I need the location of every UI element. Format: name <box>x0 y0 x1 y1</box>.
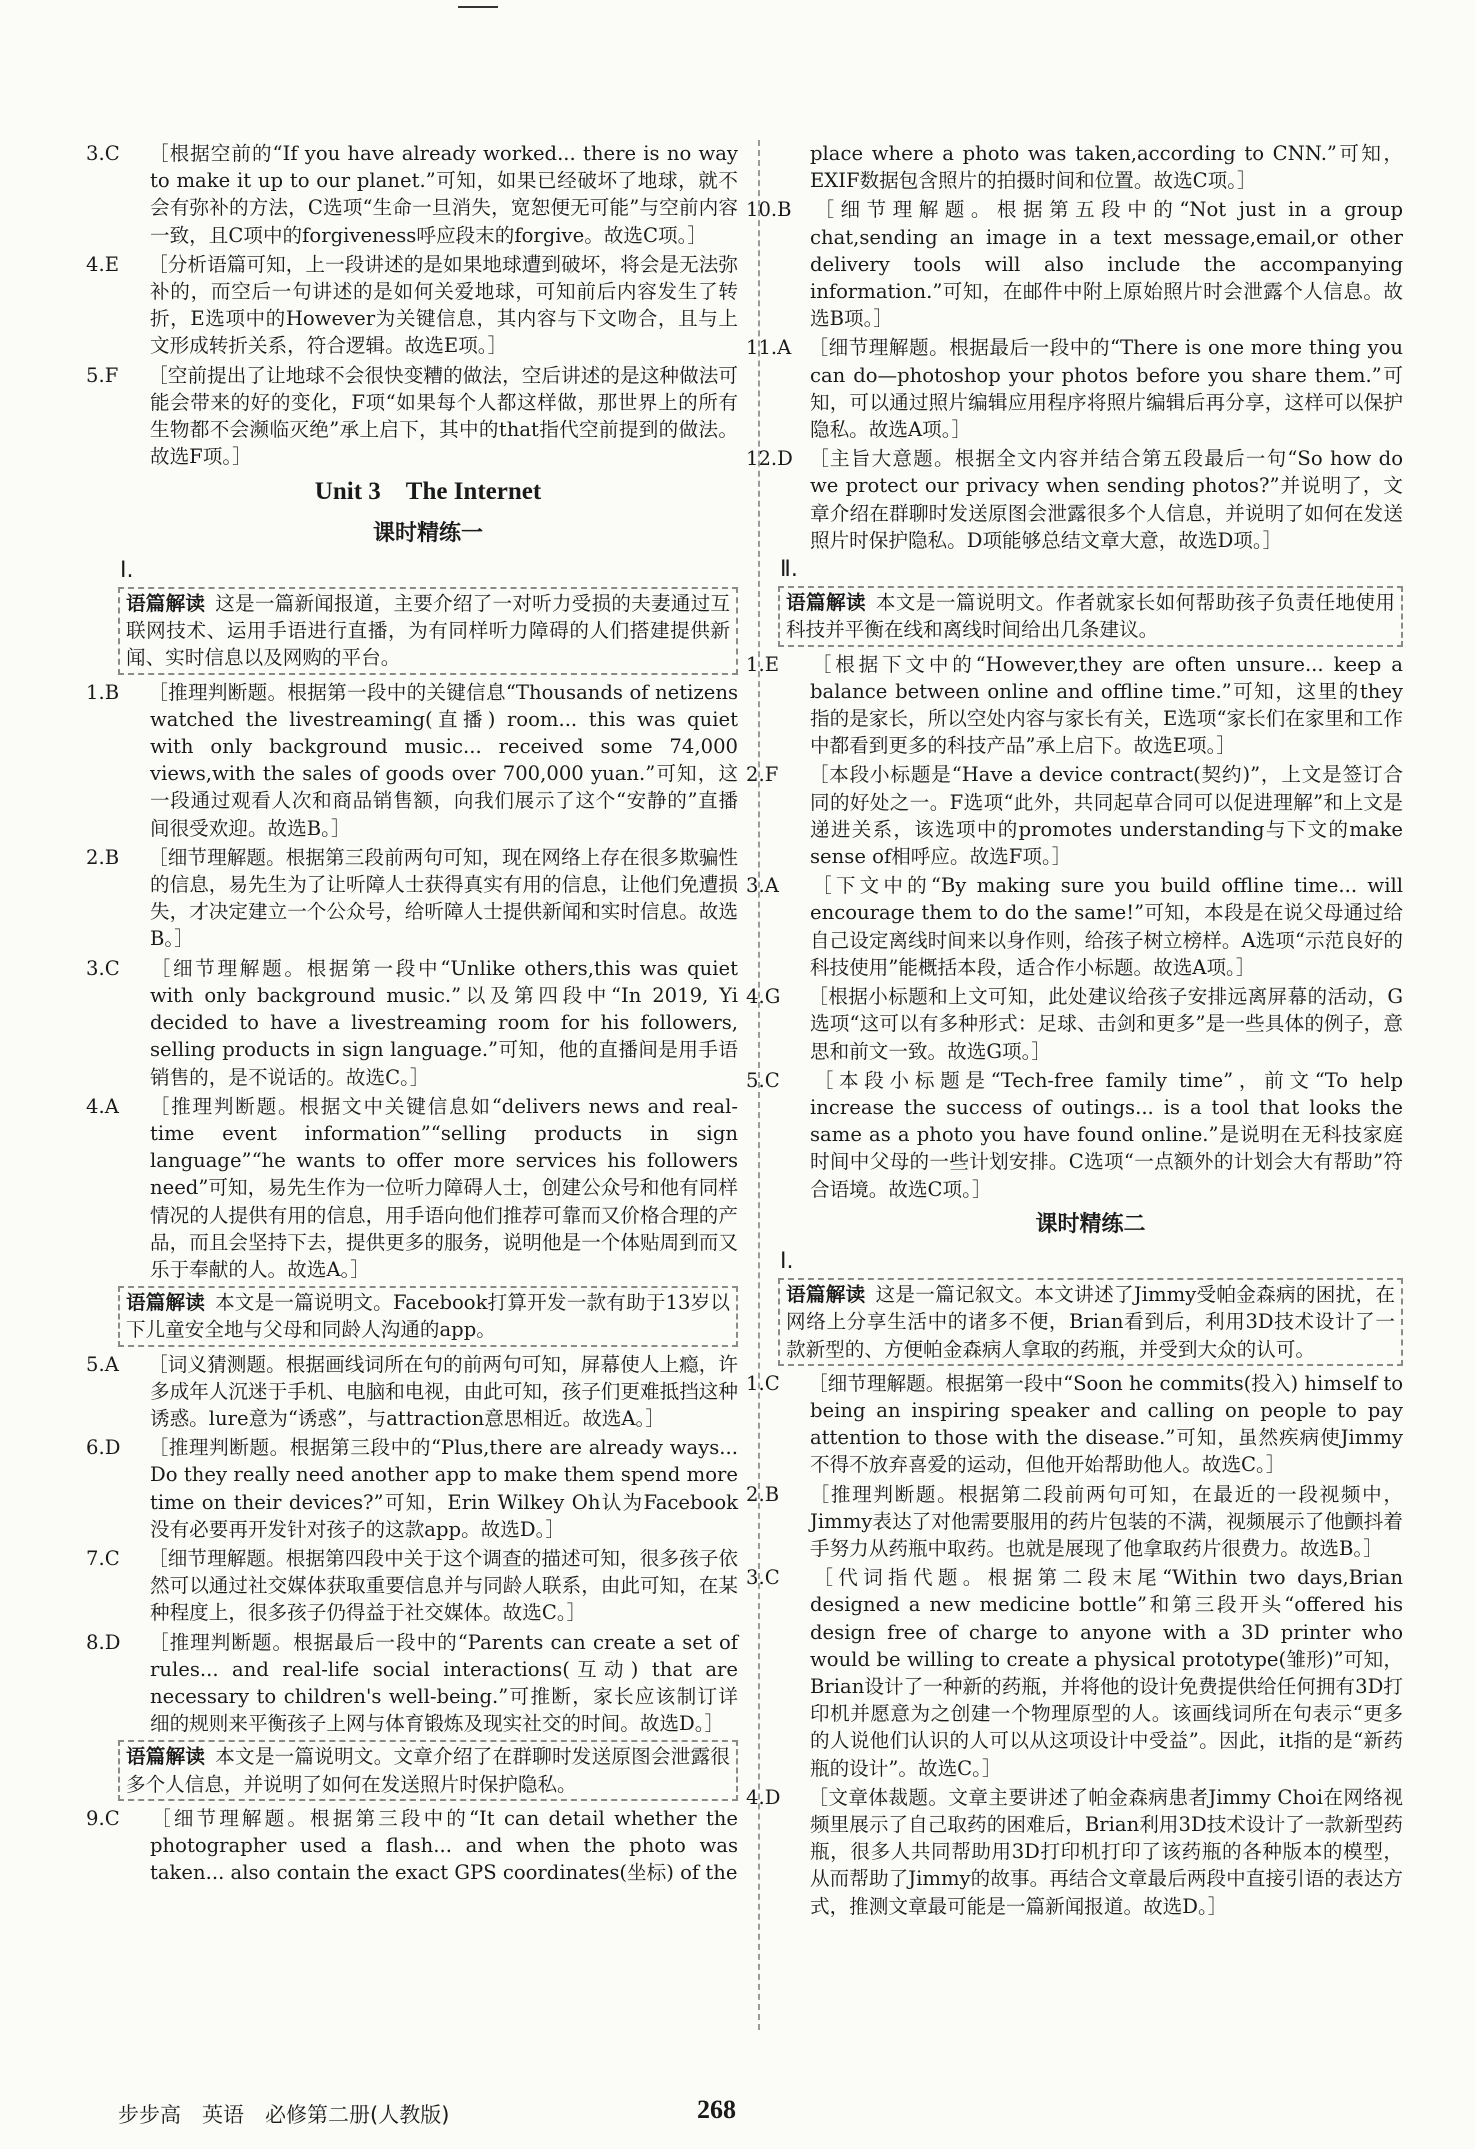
continued-answer: place where a photo was taken,according to CNN.”可知，EXIF数据包含照片的拍摄时间和位置。故选C项。］ <box>810 142 1403 193</box>
reading-note-box <box>778 586 1403 646</box>
answer-item <box>86 1805 738 1887</box>
right-column <box>746 140 1403 1922</box>
answer-item <box>86 140 738 249</box>
left-items-top <box>86 140 738 470</box>
answer-explanation: ［推理判断题。根据第二段前两句可知，在最近的一段视频中，Jimmy表达了对他需要服用的药片包装的不满，视频展示了他颤抖着手努力从药瓶中取药。也就是展现了他拿取药片很费力。故选B。］ <box>808 1482 1403 1560</box>
answer-item <box>746 1067 1403 1203</box>
answer-item <box>746 1784 1403 1920</box>
box-label: 语篇解读 <box>126 1745 206 1769</box>
answer-number: 5.A <box>86 1352 119 1376</box>
answer-item <box>86 1545 738 1627</box>
answer-explanation: ［根据下文中的“However,they are often unsure... keep a balance between online and offline time.”可知，这里的they指的是家长，所以空处内容与家长有关，E选项“家长们在家里和工作中都看到更多的科技产品”承上启下。故选E项。］ <box>808 652 1403 758</box>
answer-number: 4.D <box>746 1785 781 1809</box>
box-text: 本文是一篇说明文。文章介绍了在群聊时发送原图会泄露很多个人信息，并说明了如何在发送照片时保护隐私。 <box>126 1745 731 1796</box>
reading-note-box <box>118 1286 738 1346</box>
answer-item <box>86 955 738 1091</box>
answer-number: 9.C <box>86 1806 120 1830</box>
top-mark <box>458 6 498 8</box>
answer-item <box>746 872 1403 981</box>
answer-item <box>746 761 1403 870</box>
answer-item <box>86 1629 738 1738</box>
answer-explanation: ［推理判断题。根据文中关键信息如“delivers news and real-time event information”“selling products in sign language”“he wants to offer more services his followers need”可知，易先生作为一位听力障碍人士，创建公众号和他有同样情况的人提供有用的信息，用手语向他们推荐可靠而又价格合理的产品，而且会坚持下去，提供更多的服务，说明他是一个体贴周到而又乐于奉献的人。故选A。］ <box>148 1094 738 1281</box>
reading-note-box <box>778 1278 1403 1366</box>
right-items-mid <box>746 651 1403 1203</box>
answer-explanation: ［根据空前的“If you have already worked... there is no way to make it up to our planet.”可知，如果已经破坏了地球，就不会有弥补的方法，C选项“生命一旦消失，宽恕便无可能”与空前内容一致，且C项中的forgiveness呼应段末的forgive。故选C项。］ <box>148 142 738 247</box>
answer-number: 4.A <box>86 1094 119 1118</box>
answer-explanation: ［下文中的“By making sure you build offline time... will encourage them to do the same!”可知，本段是在说父母通过给自己设定离线时间来以身作则，给孩子树立榜样。A选项“示范良好的科技使用”能概括本段，适合作小标题。故选A项。］ <box>808 874 1403 979</box>
answer-number: 8.D <box>86 1630 121 1654</box>
part-marker: Ⅱ. <box>780 557 798 583</box>
box-text: 本文是一篇说明文。作者就家长如何帮助孩子负责任地使用科技并平衡在线和离线时间给出几条建议。 <box>786 591 1396 642</box>
answer-number: 3.C <box>86 142 120 165</box>
answer-item <box>746 1564 1403 1782</box>
left-items-mid <box>86 679 738 1283</box>
answer-number: 1.B <box>86 680 120 704</box>
answer-number: 3.C <box>86 956 120 980</box>
box-label: 语篇解读 <box>786 591 866 615</box>
answer-explanation: ［细节理解题。根据第一段中“Unlike others,this was quiet with only background music.”以及第四段中“In 2019, Yi decided to have a livestreaming room for his followers, selling products in sign language.”可知，他的直播间是用手语销售的，是不说话的。故选C。］ <box>148 956 738 1089</box>
part-marker: Ⅰ. <box>780 1248 794 1274</box>
box-label: 语篇解读 <box>126 1291 206 1315</box>
answer-item <box>86 362 738 471</box>
answer-explanation: ［细节理解题。根据第五段中的“Not just in a group chat,sending an image in a text message,email,or other delivery tools will also include the accompanying information.”可知，在邮件中附上原始照片时会泄露个人信息。故选B项。］ <box>808 198 1403 331</box>
answer-number: 2.B <box>86 845 120 869</box>
reading-note-box <box>118 1740 738 1800</box>
left-items-bottom <box>86 1805 738 1887</box>
answer-explanation: ［细节理解题。根据第三段前两句可知，现在网络上存在很多欺骗性的信息，易先生为了让听障人士获得真实有用的信息，让他们免遭损失，才决定建立一个公众号，给听障人士提供新闻和实时信息。故选B。］ <box>148 845 738 951</box>
answer-explanation: ［本段小标题是“Tech-free family time”，前文“To help increase the success of outings... is a tool that looks the same as a photo you have found online.”是说明在无科技家庭时间中父母的一些计划安排。C选项“一点额外的计划会大有帮助”符合语境。故选C项。］ <box>808 1068 1403 1201</box>
left-items-mid2 <box>86 1351 738 1738</box>
left-column <box>86 140 738 1888</box>
answer-number: 6.D <box>86 1436 121 1460</box>
answer-explanation: ［细节理解题。根据最后一段中的“There is one more thing you can do—photoshop your photos before you share them.”可知，可以通过照片编辑应用程序将照片编辑后再分享，这样可以保护隐私。故选A项。］ <box>808 336 1403 442</box>
box-label: 语篇解读 <box>786 1283 866 1307</box>
answer-number: 12.D <box>746 447 793 471</box>
answer-number: 2.B <box>746 1482 780 1506</box>
answer-explanation: ［主旨大意题。根据全文内容并结合第五段最后一句“So how do we protect our privacy when sending photos?”并说明了，文章介绍在群聊时发送原图会泄露很多个人信息，并说明了如何在发送照片时保护隐私。D项能够总结文章大意，故选D项。］ <box>808 447 1403 552</box>
answer-number: 10.B <box>746 198 792 222</box>
answer-explanation: ［推理判断题。根据第三段中的“Plus,there are already ways... Do they really need another app to make them spend more time on their devices?”可知，Erin Wilkey Oh认为Facebook没有必要再开发针对孩子的这款app。故选D。］ <box>148 1436 738 1541</box>
answer-item <box>86 844 738 953</box>
answer-number: 7.C <box>86 1546 120 1570</box>
reading-note-box <box>118 587 738 675</box>
answer-number: 1.E <box>746 652 779 676</box>
answer-item <box>746 196 1403 332</box>
answer-number: 1.C <box>746 1371 780 1395</box>
answer-item <box>86 1351 738 1433</box>
answer-number: 5.C <box>746 1068 780 1092</box>
answer-item <box>746 983 1403 1065</box>
page-number: 268 <box>697 2095 736 2124</box>
section-title-2: 课时精练二 <box>1035 1211 1146 1237</box>
answer-item <box>746 334 1403 443</box>
answer-item <box>86 1093 738 1283</box>
answer-number: 3.A <box>746 874 779 898</box>
answer-item <box>746 1481 1403 1563</box>
answer-explanation: ［细节理解题。根据第四段中关于这个调查的描述可知，很多孩子依然可以通过社交媒体获取重要信息并与同龄人联系，由此可知，在某种程度上，很多孩子仍得益于社交媒体。故选C。］ <box>148 1546 738 1625</box>
answer-explanation: ［细节理解题。根据第三段中的“It can detail whether the photographer used a flash... and when the photo was taken... also contain the exact GPS coordinates(坐标) of the <box>148 1806 738 1885</box>
answer-number: 4.E <box>86 252 119 276</box>
section-title-1: 课时精练一 <box>372 520 483 546</box>
answer-explanation: ［词义猜测题。根据画线词所在句的前两句可知，屏幕使人上瘾，许多成年人沉迷于手机、电脑和电视，由此可知，孩子们更难抵挡这种诱惑。lure意为“诱惑”，与attraction意思相近。故选A。］ <box>148 1352 738 1430</box>
answer-explanation: ［细节理解题。根据第一段中“Soon he commits(投入) himself to being an inspiring speaker and calling on people to pay attention to those with the disease.”可知，虽然疾病使Jimmy不得不放弃喜爱的运动，但他开始帮助他人。故选C。］ <box>808 1371 1403 1477</box>
box-text: 这是一篇新闻报道，主要介绍了一对听力受损的夫妻通过互联网技术、运用手语进行直播，为有同样听力障碍的人们搭建提供新闻、实时信息以及网购的平台。 <box>126 592 731 670</box>
answer-explanation: ［根据小标题和上文可知，此处建议给孩子安排远离屏幕的活动，G选项“这可以有多种形式：足球、击剑和更多”是一些具体的例子，意思和前文一致。故选G项。］ <box>808 985 1403 1063</box>
answer-number: 3.C <box>746 1566 780 1590</box>
answer-explanation: ［文章体裁题。文章主要讲述了帕金森病患者Jimmy Choi在网络视频里展示了自己取药的困难后，Brian利用3D技术设计了一款新型药瓶，很多人共同帮助用3D打印机打印了该药瓶的各种版本的模型，从而帮助了Jimmy的故事。再结合文章最后两段中直接引语的表达方式，推测文章最可能是一篇新闻报道。故选D。］ <box>808 1785 1403 1918</box>
answer-number: 11.A <box>746 336 792 360</box>
box-text: 本文是一篇说明文。Facebook打算开发一款有助于13岁以下儿童安全地与父母和同龄人沟通的app。 <box>126 1291 730 1342</box>
unit-title: Unit 3 The Internet <box>314 478 542 506</box>
box-label: 语篇解读 <box>126 592 206 616</box>
page-footer: 步步高 英语 必修第二册(人教版) <box>118 2103 450 2127</box>
answer-item <box>746 445 1403 554</box>
answer-item <box>86 679 738 842</box>
answer-explanation: ［空前提出了让地球不会很快变糟的做法，空后讲述的是这种做法可能会带来的好的变化，F项“如果每个人都这样做，那世界上的所有生物都不会濒临灭绝”承上启下，其中的that指代空前提到的做法。故选F项。］ <box>148 363 738 469</box>
answer-item <box>746 651 1403 760</box>
answer-number: 2.F <box>746 763 779 787</box>
answer-number: 4.G <box>746 985 781 1009</box>
answer-item <box>86 1434 738 1543</box>
box-text: 这是一篇记叙文。本文讲述了Jimmy受帕金森病的困扰，在网络上分享生活中的诸多不便，Brian看到后，利用3D技术设计了一款新型的、方便帕金森病人拿取的药瓶，并受到大众的认可。 <box>786 1283 1396 1361</box>
part-marker: Ⅰ. <box>120 557 134 583</box>
answer-item <box>746 1370 1403 1479</box>
answer-number: 5.F <box>86 363 119 387</box>
answer-item <box>86 251 738 360</box>
answer-explanation: ［分析语篇可知，上一段讲述的是如果地球遭到破坏，将会是无法弥补的，而空后一句讲述的是如何关爱地球，可知前后内容发生了转折，E选项中的However为关键信息，其内容与下文吻合，且与上文形成转折关系，符合逻辑。故选E项。］ <box>148 252 738 358</box>
right-items-bottom <box>746 1370 1403 1920</box>
answer-explanation: ［推理判断题。根据第一段中的关键信息“Thousands of netizens watched the livestreaming(直播) room... this was quiet with only background music... received some 74,000 views,with the sales of goods over 700,000 yuan.”可知，这一段通过观看人次和商品销售额，向我们展示了这个“安静的”直播间很受欢迎。故选B。］ <box>148 680 738 840</box>
answer-explanation: ［本段小标题是“Have a device contract(契约)”，上文是签订合同的好处之一。F选项“此外，共同起草合同可以促进理解”和上文是递进关系，该选项中的promotes understanding与下文的make sense of相呼应。故选F项。］ <box>808 763 1403 869</box>
answer-explanation: ［代词指代题。根据第二段末尾“Within two days,Brian designed a new medicine bottle”和第三段开头“offered his design free of charge to anyone with a 3D printer who would be willing to create a physical prototype(雏形)”可知，Brian设计了一种新的药瓶，并将他的设计免费提供给任何拥有3D打印机并愿意为之创建一个物理原型的人。该画线词所在句表示“更多的人说他们认识的人可以从这项设计中受益”。因此，it指的是“新药瓶的设计”。故选C。］ <box>808 1566 1403 1780</box>
right-items-top <box>746 196 1403 554</box>
answer-explanation: ［推理判断题。根据最后一段中的“Parents can create a set of rules... and real-life social interactions(互动) that are necessary to children's well-being.”可推断，家长应该制订详细的规则来平衡孩子上网与体育锻炼及现实社交的时间。故选D。］ <box>148 1630 738 1736</box>
